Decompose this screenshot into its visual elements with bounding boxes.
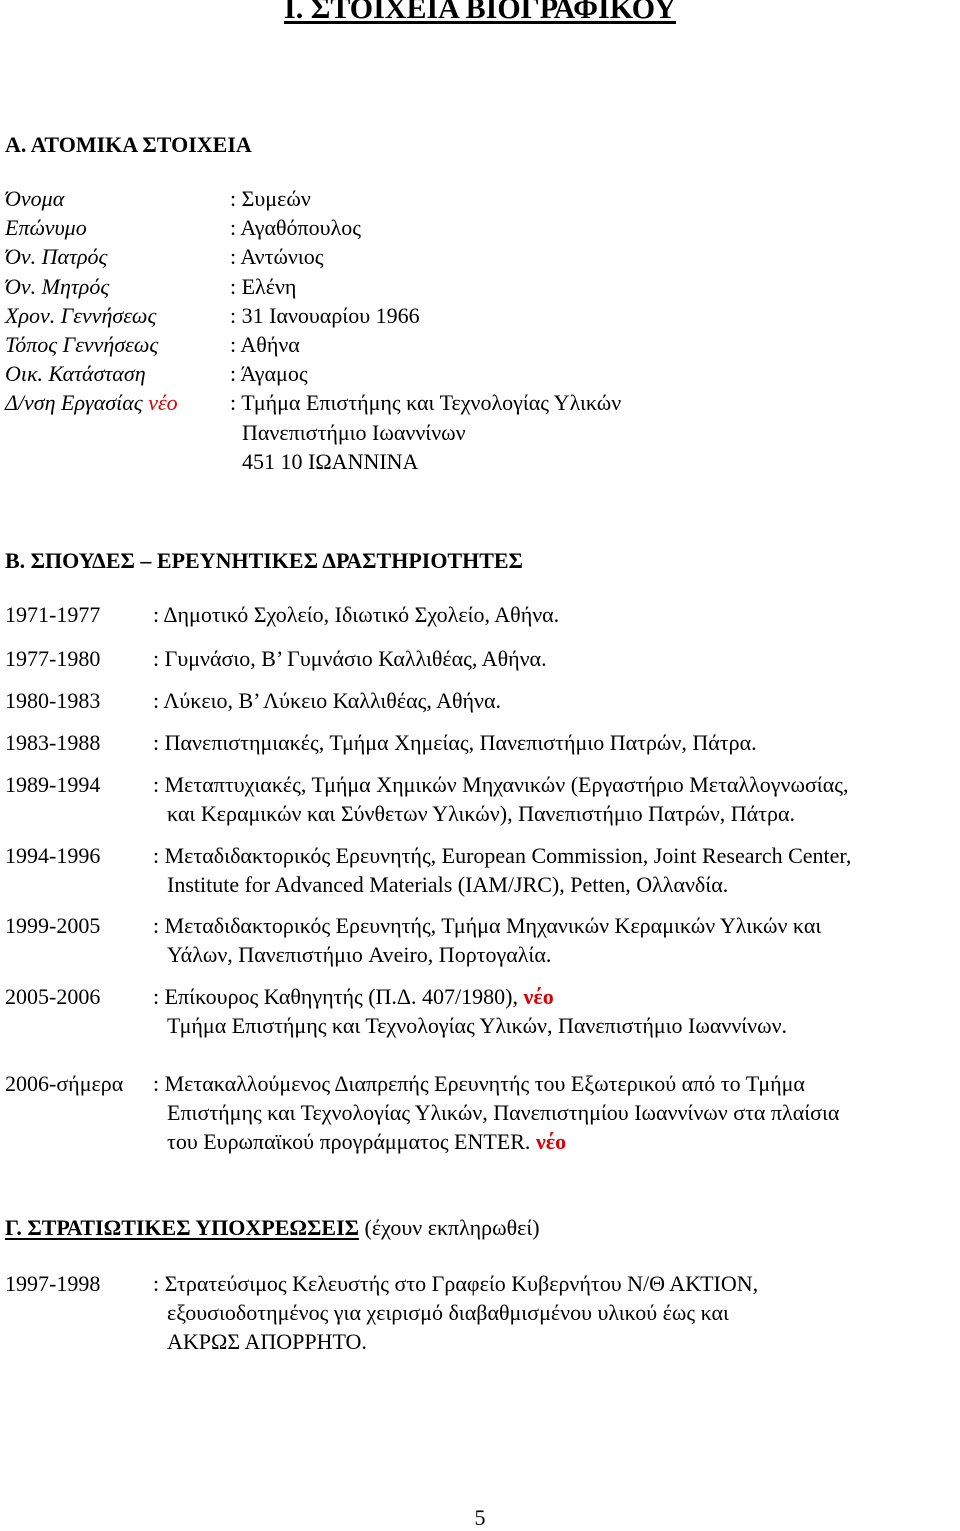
- page-title: Ι. ΣΤΟΙΧΕΙΑ ΒΙΟΓΡΑΦΙΚΟΥ: [284, 0, 676, 25]
- info-label: Όν. Μητρός: [5, 273, 110, 299]
- info-value: : Αντώνιος: [230, 244, 324, 270]
- entry-years: 1997-1998: [5, 1271, 101, 1296]
- info-value: : Τμήμα Επιστήμης και Τεχνολογίας Υλικών: [230, 390, 622, 416]
- info-label: Όνομα: [5, 186, 65, 211]
- section-b-heading: Β. ΣΠΟΥΔΕΣ – ΕΡΕΥΝΗΤΙΚΕΣ ΔΡΑΣΤΗΡΙΟΤΗΤΕΣ: [5, 548, 523, 573]
- entry-text-main: : Επίκουρος Καθηγητής (Π.Δ. 407/1980),: [153, 984, 518, 1009]
- entry-text: [167, 1127, 566, 1156]
- info-value: : Συμεών: [230, 186, 311, 211]
- section-a-heading: Α. ΑΤΟΜΙΚΑ ΣΤΟΙΧΕΙΑ: [5, 132, 252, 157]
- entry-years: 1989-1994: [5, 772, 101, 797]
- entry-years: 1977-1980: [5, 646, 101, 671]
- entry-text: ΑΚΡΩΣ ΑΠΟΡΡΗΤΟ.: [167, 1329, 367, 1354]
- entry-years: 2006-σήμερα: [5, 1071, 124, 1096]
- entry-years: 1994-1996: [5, 843, 101, 868]
- info-label: Επώνυμο: [5, 215, 87, 241]
- info-label: Οικ. Κατάσταση: [5, 361, 146, 387]
- entry-years: 2005-2006: [5, 984, 101, 1009]
- section-g-heading: [5, 1215, 540, 1241]
- new-tag: νέο: [523, 984, 554, 1009]
- entry-text: [153, 982, 554, 1011]
- entry-text: : Πανεπιστημιακές, Τμήμα Χημείας, Πανεπιστήμιο Πατρών, Πάτρα.: [153, 730, 757, 755]
- entry-text: και Κεραμικών και Σύνθετων Υλικών), Πανεπιστήμιο Πατρών, Πάτρα.: [167, 801, 796, 826]
- info-value: : Αγαθόπουλος: [230, 215, 361, 241]
- section-g-title: Γ. ΣΤΡΑΤΙΩΤΙΚΕΣ ΥΠΟΧΡΕΩΣΕΙΣ: [5, 1215, 360, 1240]
- entry-text: Επιστήμης και Τεχνολογίας Υλικών, Πανεπιστημίου Ιωαννίνων στα πλαίσια: [167, 1100, 840, 1125]
- work-address-label: Δ/νση Εργασίας: [5, 390, 143, 416]
- entry-text: : Μετακαλλούμενος Διαπρεπής Ερευνητής του Εξωτερικού από το Τμήμα: [153, 1071, 805, 1096]
- info-value: : Αθήνα: [230, 331, 300, 357]
- address-line: Πανεπιστήμιο Ιωαννίνων: [242, 419, 466, 445]
- entry-text: εξουσιοδοτημένος για χειρισμό διαβαθμισμένου υλικού έως και: [167, 1300, 729, 1325]
- entry-text: : Στρατεύσιμος Κελευστής στο Γραφείο Κυβερνήτου Ν/Θ ΑΚΤΙΟΝ,: [153, 1271, 759, 1296]
- address-line: 451 10 ΙΩΑΝΝΙΝΑ: [242, 448, 419, 474]
- entry-text-main: του Ευρωπαϊκού προγράμματος ENTER.: [167, 1129, 531, 1154]
- entry-text: : Λύκειο, Β’ Λύκειο Καλλιθέας, Αθήνα.: [153, 688, 502, 713]
- section-g-note: (έχουν εκπληρωθεί): [364, 1215, 540, 1240]
- page-number: 5: [474, 1505, 486, 1530]
- info-value: : 31 Ιανουαρίου 1966: [230, 302, 420, 328]
- info-value: : Άγαμος: [230, 361, 308, 387]
- info-value: : Ελένη: [230, 273, 297, 299]
- entry-years: 1971-1977: [5, 602, 101, 627]
- new-tag: νέο: [148, 390, 178, 416]
- entry-years: 1980-1983: [5, 688, 101, 713]
- new-tag: νέο: [535, 1129, 567, 1154]
- info-label: Όν. Πατρός: [5, 244, 108, 270]
- entry-text: Τμήμα Επιστήμης και Τεχνολογίας Υλικών, Πανεπιστήμιο Ιωαννίνων.: [167, 1013, 788, 1038]
- entry-years: 1999-2005: [5, 913, 101, 938]
- entry-years: 1983-1988: [5, 730, 101, 755]
- entry-text: : Μεταδιδακτορικός Ερευνητής, Τμήμα Μηχανικών Κεραμικών Υλικών και: [153, 913, 822, 938]
- info-label: [5, 388, 178, 417]
- info-label: Χρον. Γεννήσεως: [5, 302, 157, 328]
- info-label: Τόπος Γεννήσεως: [5, 331, 159, 357]
- entry-text: : Μεταπτυχιακές, Τμήμα Χημικών Μηχανικών (Εργαστήριο Μεταλλογνωσίας,: [153, 772, 849, 797]
- entry-text: Institute for Advanced Materials (IAM/JRC), Petten, Ολλανδία.: [167, 872, 729, 897]
- entry-text: Υάλων, Πανεπιστήμιο Aveiro, Πορτογαλία.: [167, 942, 552, 967]
- entry-text: : Μεταδιδακτορικός Ερευνητής, European Commission, Joint Research Center,: [153, 843, 852, 868]
- entry-text: : Γυμνάσιο, Β’ Γυμνάσιο Καλλιθέας, Αθήνα.: [153, 646, 547, 671]
- entry-text: : Δημοτικό Σχολείο, Ιδιωτικό Σχολείο, Αθήνα.: [153, 602, 560, 627]
